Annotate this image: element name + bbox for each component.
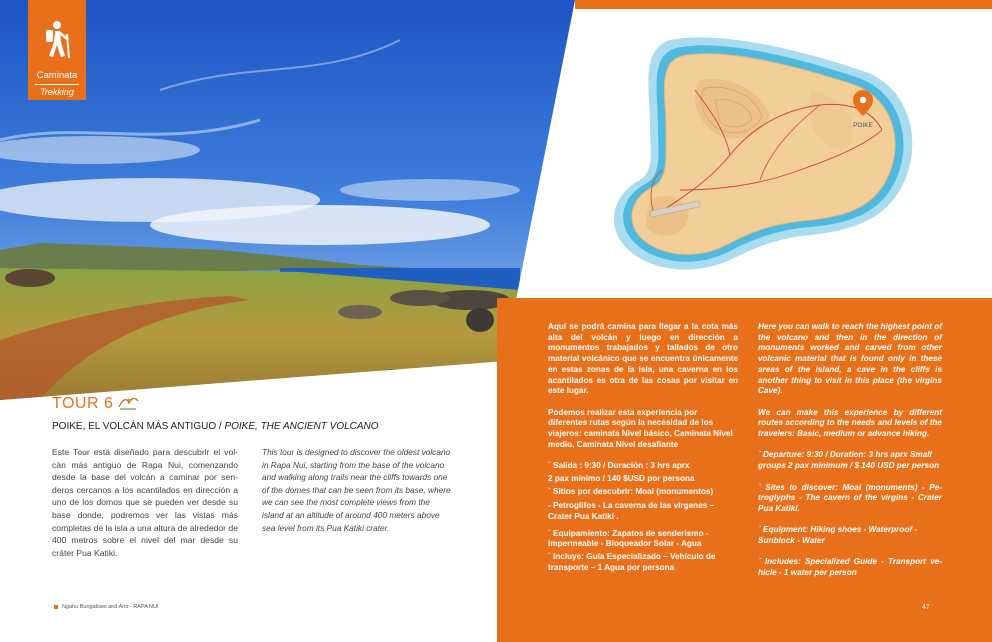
top-accent-stripe — [575, 0, 992, 9]
itinerary-en-routes: We can make this experience by different routes according to the needs and levels of the travelers: Basic, medium or advance hiking. — [758, 407, 942, 439]
footer-text: Ngahu Bungalows and Arts - RAPA NUI — [62, 604, 159, 610]
itinerary-es-intro: Aquí se podrá camina para llegar a la cota más alta del volcán y luego en dirección a monumentos trabajados y tallados de otro material volcánico que se encuentra únicamente en estas zonas de la isla, una caverna en los acantilados es otra de las cosas por visitar en este lugar. — [548, 322, 738, 396]
category-badge — [28, 0, 86, 100]
itinerary-es — [548, 322, 738, 573]
page-number: 47 — [922, 604, 930, 611]
hiker-icon — [41, 20, 73, 60]
badge-category-en: Trekking — [40, 87, 74, 97]
description-es: Este Tour está diseñado para descubrir el vol- cán más antiguo de Rapa Nui, comenzando desde la base del volcán a caminar por sen- deros cercanos a los acantilados en dirección a uno de los domos que se pueden ver desde su base donde, podremos ver las vistas más completas de la isla a una altura de alrededor de 400 metros sobre el nivel del mar desde su cráter Pua Katiki. — [52, 447, 238, 558]
landscape-photo — [0, 0, 575, 400]
footer-square-icon — [54, 605, 58, 609]
itinerary-es-schedule: ` Salida : 9:30 / Duración : 3 hrs aprx — [548, 461, 690, 471]
page-footer — [54, 604, 159, 610]
badge-category: Caminata — [36, 70, 78, 81]
itinerary-es-sites: ` Sitios por descubrir: Moai (monumentos) — [548, 486, 714, 496]
itinerary-es-sites-list: - Petroglifos - La caverna de las vírgenes – Crater Pua Katiki . — [548, 501, 715, 521]
island-map — [610, 30, 920, 275]
itinerary-en-intro: Here you can walk to reach the highest point of the volcano and then in the direction of monuments worked and carved from other volcanic material that is found only in these areas of the island, a cave in the cliffs is another thing to visit in this place (the virgins Cave). — [758, 322, 942, 396]
itinerary-es-includes: ` Incluye: Guía Especializado – Vehículo de transporte – 1 Agua por persona — [548, 552, 716, 572]
itinerary-es-equipment: ` Equipamiento: Zapatos de senderismo - Impermeable - Bloqueador Solar - Agua — [548, 528, 709, 549]
badge-divider — [35, 84, 79, 85]
map-label-poike: POIKE — [853, 122, 873, 129]
itinerary-en-includes: ` Includes: Specialized Guide - Transport ve- hicle - 1 water per person — [758, 557, 942, 578]
itinerary-es-routes: Podemos realizar esta experiencia por diferentes rutas según la necesidad de los viajeros: caminata Nivel básico, Caminata Nivel medio, Caminata Nivel desafiante — [548, 407, 733, 449]
brand-logo-icon — [117, 395, 139, 411]
itinerary-en-equipment: ` Equipment: Hiking shoes - Waterproof - Sunblock - Water — [758, 525, 918, 545]
subtitle-es: POIKE, EL VOLCÁN MÁS ANTIGUO / — [52, 421, 225, 432]
itinerary-en-schedule: ` Departure: 9:30 / Duration: 3 hrs aprx Small groups 2 pax minimum / $ 140 USD per person — [758, 450, 940, 471]
tour-subtitle — [52, 421, 379, 432]
tour-title: TOUR 6 — [52, 395, 114, 412]
subtitle-en: POIKE, THE ANCIENT VOLCANO — [224, 421, 379, 432]
description-en: This tour is designed to discover the oldest volcano in Rapa Nui, starting from the base of the volcano and walking along trails near the cliffs towards one of the domes that can be seen from its base, where we can see the most complete views from the island at an altitude of around 400 meters above sea level from its Pua Katiki crater. — [262, 447, 451, 533]
itinerary-en-sites: ` Sites to discover: Moai (monuments) - Pe- troglyphs - The cavern of the virgins - Crater Pua Katiki. — [758, 482, 942, 513]
itinerary-es-price: 2 pax mínimo / 140 $USD por persona — [548, 473, 695, 483]
itinerary-en — [758, 322, 942, 579]
